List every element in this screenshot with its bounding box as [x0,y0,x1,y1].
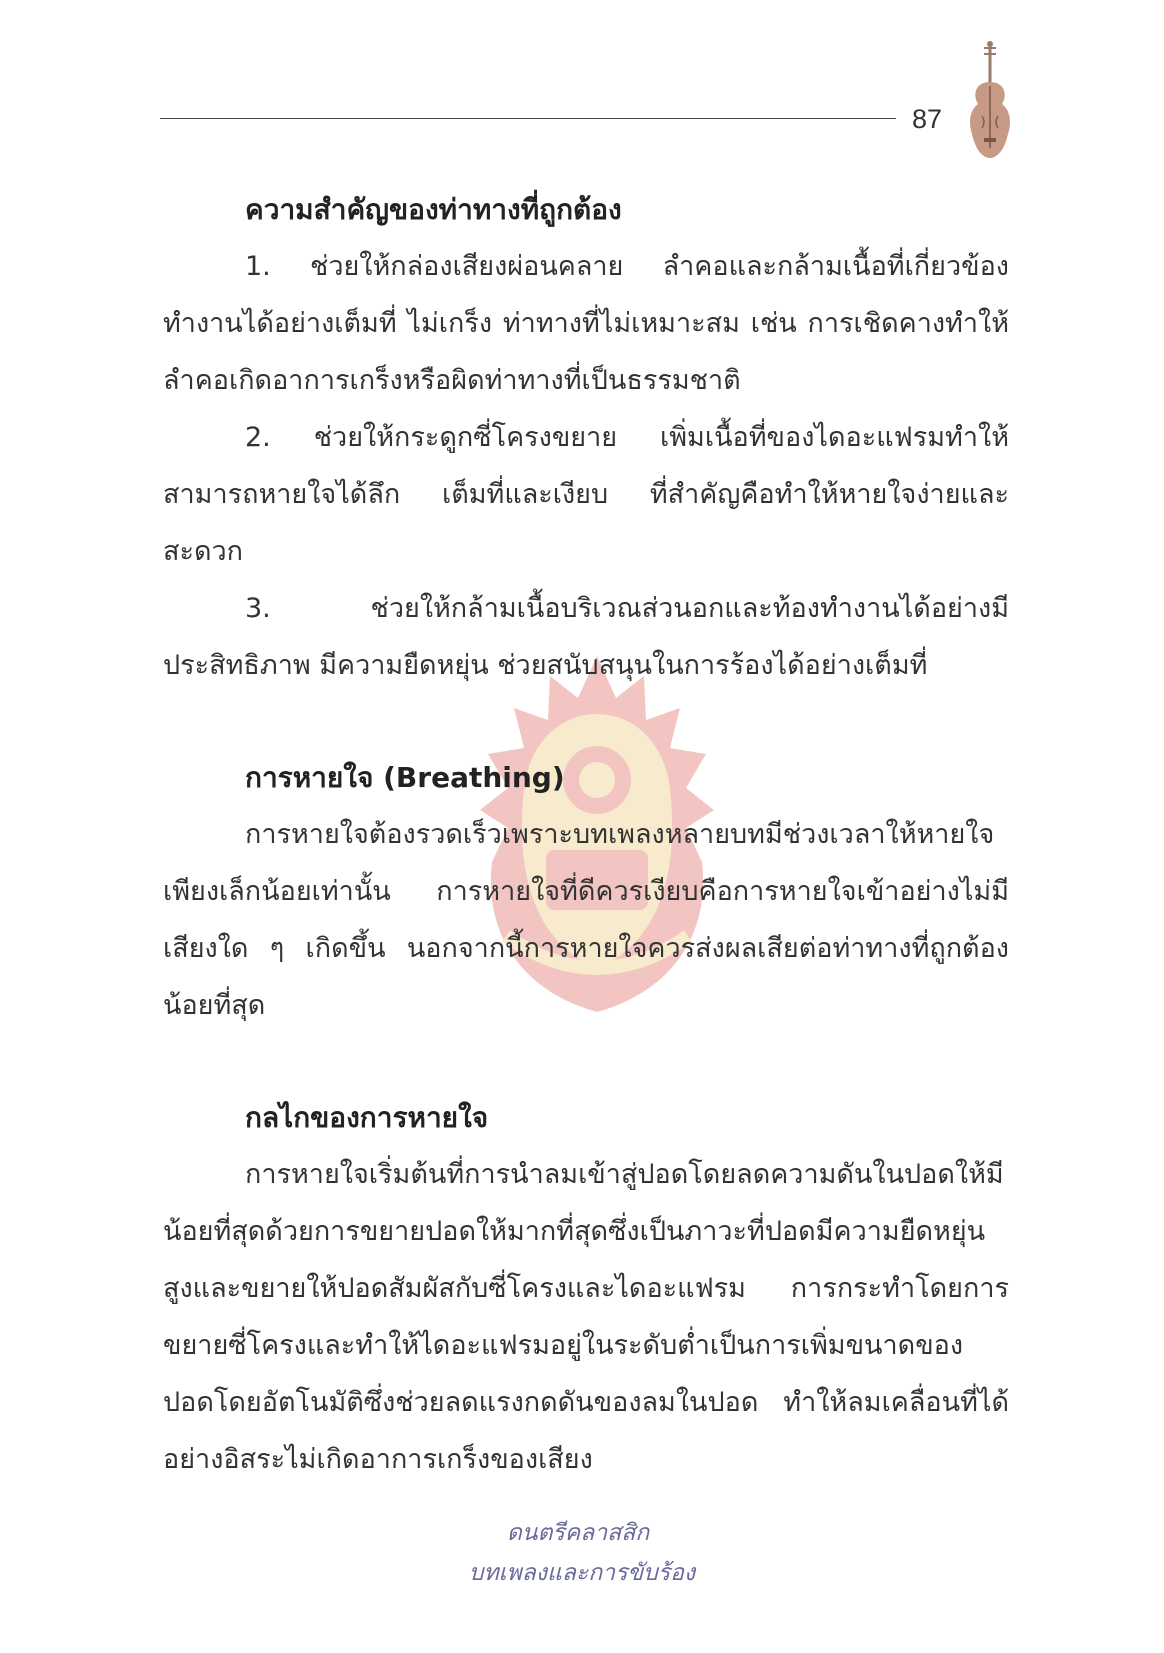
heading-breathing-mechanism: กลไกของการหายใจ [245,1101,489,1134]
paragraph-posture-1: 1. ช่วยให้กล่องเสียงผ่อนคลาย ลำคอและกล้ามเนื้อที่เกี่ยวข้องทำงานได้อย่างเต็มที่ ไม่เกร็ง ท่าทางที่ไม่เหมาะสม เช่น การเชิดคางทำให้ลำคอเกิดอาการเกร็งหรือผิดท่าทางที่เป็นธรรมชาติ [163,251,1009,396]
paragraph-posture-3: 3. ช่วยให้กล้ามเนื้อบริเวณส่วนอกและท้องทำงานได้อย่างมีประสิทธิภาพ มีความยืดหยุ่น ช่วยสนับสนุนในการร้องได้อย่างเต็มที่ [163,593,1009,681]
footer-book-subtitle: บทเพลงและการขับร้อง [468,1560,696,1586]
section-gap [163,1034,1009,1090]
paragraph-breathing-mechanism: การหายใจเริ่มต้นที่การนำลมเข้าสู่ปอดโดยลดความดันในปอดให้มีน้อยที่สุดด้วยการขยายปอดให้มากที่สุดซึ่งเป็นภาวะที่ปอดมีความยืดหยุ่นสูงและขยายให้ปอดสัมผัสกับซี่โครงและไดอะแฟรม การกระทำโดยการขยายซี่โครงและทำให้ไดอะแฟรมอยู่ในระดับต่ำเป็นการเพิ่มขนาดของปอดโดยอัตโนมัติซึ่งช่วยลดแรงกดดันของลมในปอด ทำให้ลมเคลื่อนที่ได้อย่างอิสระไม่เกิดอาการเกร็งของเสียง [163,1159,1009,1475]
heading-breathing: การหายใจ (Breathing) [245,761,565,794]
section-gap [163,694,1009,750]
heading-posture-importance: ความสำคัญของท่าทางที่ถูกต้อง [245,193,622,226]
footer-book-title: ดนตรีคลาสสิก [506,1520,650,1546]
paragraph-posture-2: 2. ช่วยให้กระดูกซี่โครงขยาย เพิ่มเนื้อที่ของไดอะแฟรมทำให้สามารถหายใจได้ลึก เต็มที่และเงียบ ที่สำคัญคือทำให้หายใจง่ายและสะดวก [163,422,1009,567]
page-body [163,182,1009,1488]
header-rule [160,118,896,119]
page-number: 87 [912,104,943,134]
violin-icon [962,40,1018,164]
paragraph-breathing: การหายใจต้องรวดเร็วเพราะบทเพลงหลายบทมีช่วงเวลาให้หายใจเพียงเล็กน้อยเท่านั้น การหายใจที่ดีควรเงียบคือการหายใจเข้าอย่างไม่มีเสียงใด ๆ เกิดขึ้น นอกจากนี้การหายใจควรส่งผลเสียต่อท่าทางที่ถูกต้องน้อยที่สุด [163,819,1009,1021]
